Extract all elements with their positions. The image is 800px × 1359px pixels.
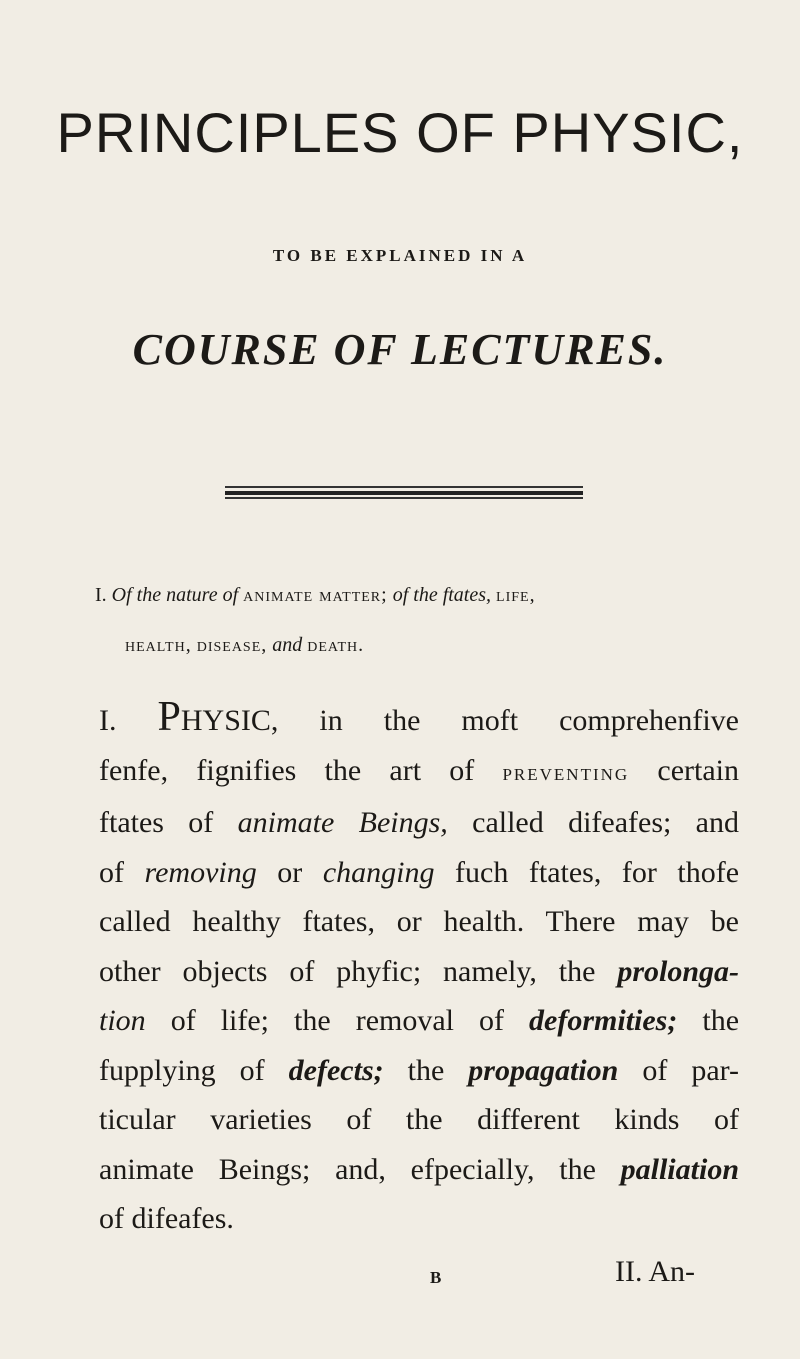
body-paragraph (99, 693, 739, 1244)
paragraph-text: of par- (642, 1053, 740, 1087)
paragraph-text: the (407, 1053, 445, 1087)
section-heading-death: death. (307, 634, 365, 656)
paragraph-text: HYSIC, in the moft comprehenfive (180, 704, 739, 737)
course-heading: COURSE OF LECTURES. (132, 325, 668, 374)
paragraph-text: or (277, 855, 303, 889)
paragraph-line (99, 1046, 739, 1096)
section-heading-animate-matter: animate matter; (243, 584, 388, 606)
section-heading-life: life, (496, 584, 536, 606)
paragraph-bold-italic: defects; (288, 1053, 384, 1087)
paragraph-bold-italic: propagation (468, 1053, 619, 1087)
section-heading-and: and (272, 634, 303, 656)
paragraph-text: the (702, 1004, 740, 1037)
paragraph-italic: tion (99, 1004, 146, 1037)
section-heading-of-the-nature: Of the nature of (111, 584, 239, 606)
paragraph-line (99, 996, 739, 1046)
paragraph-line: called healthy ftates, or health. There may be (99, 905, 739, 938)
paragraph-bold-italic: prolonga- (617, 954, 739, 988)
catchword: II. An- (615, 1255, 695, 1288)
paragraph-text: fupplying of (99, 1053, 265, 1087)
paragraph-line (99, 798, 739, 848)
paragraph-line (99, 746, 739, 799)
section-heading-of-the-states: of the ftates, (392, 584, 492, 606)
paragraph-text: fenfe, fignifies the art of (99, 753, 475, 787)
paragraph-line (99, 947, 739, 997)
paragraph-line: ticular varieties of the different kinds of (99, 1103, 739, 1136)
decorative-rule (225, 486, 583, 500)
paragraph-italic: animate Beings, (237, 806, 448, 839)
paragraph-bold-italic: deformities; (529, 1004, 678, 1037)
paragraph-text: certain (657, 753, 739, 787)
paragraph-line: of difeafes. (99, 1202, 234, 1235)
signature-mark: B (430, 1268, 442, 1287)
drop-capital: P (157, 694, 181, 740)
paragraph-bold-italic: palliation (620, 1152, 739, 1186)
paragraph-text: other objects of phyfic; namely, the (99, 954, 596, 988)
subtitle: TO BE EXPLAINED IN A (272, 246, 528, 265)
paragraph-text: of (99, 855, 124, 889)
section-heading-health: health, (125, 634, 192, 656)
paragraph-text: called difeafes; and (472, 806, 739, 839)
section-numeral: I. (95, 584, 107, 606)
paragraph-numeral: I. (99, 704, 117, 737)
section-heading (95, 570, 715, 670)
paragraph-text: fuch ftates, for thofe (455, 855, 740, 889)
paragraph-italic: changing (322, 855, 435, 889)
paragraph-text: ftates of (99, 806, 214, 839)
paragraph-text: animate Beings; and, efpecially, the (99, 1152, 596, 1186)
paragraph-line (99, 1145, 739, 1195)
paragraph-italic: removing (144, 855, 257, 889)
paragraph-small-caps: preventing (502, 759, 630, 786)
paragraph-text: of life; the removal of (170, 1004, 505, 1037)
paragraph-line (99, 693, 739, 746)
page-title: PRINCIPLES OF PHYSIC, (56, 101, 744, 164)
section-heading-disease: disease, (196, 634, 268, 656)
paragraph-line (99, 848, 739, 898)
